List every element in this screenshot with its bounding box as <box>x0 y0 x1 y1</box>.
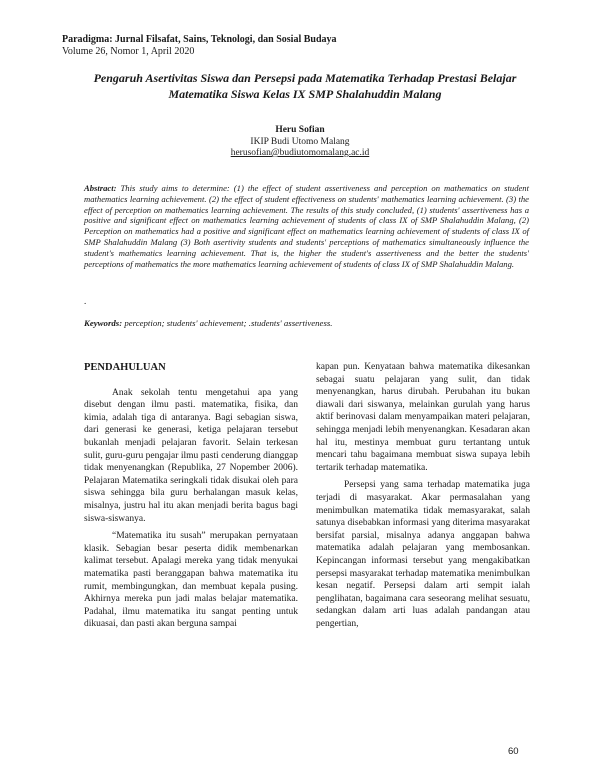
abstract-label: Abstract: <box>84 183 117 193</box>
paragraph: “Matematika itu susah” merupakan pernyataan klasik. Sebagian besar peserta didik membenarkan kalimat tersebut. Apalagi mereka yang tidak menyukai matematika pasti beranggapan bahwa matematika itu rumit, membingungkan, dan membuat kepala pusing. Akhirnya mereka pun jadi malas belajar matematika. Padahal, ilmu matematika itu sangat penting untuk dikuasai, dan pasti akan berguna sampai <box>84 531 298 630</box>
author-affiliation: IKIP Budi Utomo Malang <box>250 136 350 147</box>
keywords <box>84 318 333 328</box>
author-block <box>0 125 600 160</box>
journal-header <box>62 34 337 58</box>
right-column <box>316 361 530 635</box>
author-name: Heru Sofian <box>275 125 325 135</box>
article-title: Pengaruh Asertivitas Siswa dan Persepsi pada Matematika Terhadap Prestasi Belajar Matematika Siswa Kelas IX SMP Shalahuddin Malang <box>93 71 517 101</box>
paragraph: Anak sekolah tentu mengetahui apa yang disebut dengan ilmu pasti. matematika, fisika, dan kimia, adalah tiga di antaranya. Bagi sebagian siswa, dari generasi ke generasi, ketiga pelajaran tersebut bukanlah menjadi pelajaran favorit. Selain terkesan sulit, guru-guru pengajar ilmu pasti cenderung dianggap tidak menyenangkan (Republika, 27 Nopember 2006). Pelajaran Matematika seringkali tidak disukai oleh para siswa sehingga bila guru berhalangan masuk kelas, misalnya, justru hal itu akan menjadi berita bagus bagi siswa-siswanya. <box>84 387 298 524</box>
keywords-text: perception; students' achievement; .students' assertiveness. <box>124 318 333 328</box>
page-number: 60 <box>508 746 519 757</box>
section-heading: PENDAHULUAN <box>84 362 166 373</box>
abstract <box>84 183 529 269</box>
left-column <box>84 362 298 636</box>
paragraph: kapan pun. Kenyataan bahwa matematika dikesankan sebagai suatu pelajaran yang sulit, dan tidak menyenangkan, harus dirubah. Perubahan itu bukan diawali dari siswanya, melainkan gurulah yang harus aktif berinovasi dalam menyampaikan materi pelajaran, sehingga menjadi lebih menyenangkan. Kesadaran akan hal itu, mestinya membuat guru tertantang untuk mencari tahu bagaimana membuat siswa supaya lebih tertarik terhadap matematika. <box>316 362 530 473</box>
journal-name: Paradigma: Jurnal Filsafat, Sains, Teknologi, dan Sosial Budaya <box>62 34 337 45</box>
keywords-label: Keywords: <box>84 318 123 328</box>
stray-dot: . <box>84 296 87 306</box>
author-email[interactable]: herusofian@budiutomomalang.ac.id <box>230 148 370 158</box>
abstract-text: This study aims to determine: (1) the effect of student assertiveness and perception on mathematics on student mathematics learning achievement. (2) the effect of student effectiveness on students' mathematics learning achievement. (3) the effect of perception on mathematics learning achievement. The results of this study concluded, (1) students' assertiveness has a positive and significant effect on mathematics learning achievement of students of class IX of SMP Shalahuddin Malang, (2) Perception on mathematics had a positive and significant effect on mathematics learning achievement of students of class IX of SMP Shalahuddin Malang (3) Both asertivity students and students' perceptions of mathematics simultaneously influence the student's mathematics learning achievement. That is, the higher the student's assertiveness and the better the students' perceptions of mathematics the more mathematics learning achievement of students of class IX of SMP Shalahuddin Malang. <box>84 183 529 269</box>
journal-volume: Volume 26, Nomor 1, April 2020 <box>62 46 195 57</box>
paragraph: Persepsi yang sama terhadap matematika juga terjadi di masyarakat. Akar permasalahan yang menimbulkan matematika tidak memasyarakat, salah satunya disebabkan informasi yang diterima masyarakat bersifat parsial, misalnya adanya anggapan bahwa matematika adalah pelajaran yang membosankan. Kepincangan informasi tersebut yang mengakibatkan persepsi masyarakat terhadap matematika menimbulkan kesan negatif. Persepsi dalam arti sempit ialah penglihatan, bagaimana cara seseorang melihat sesuatu, sedangkan dalam arti luas adalah pandangan atau pengertian, <box>316 480 530 629</box>
